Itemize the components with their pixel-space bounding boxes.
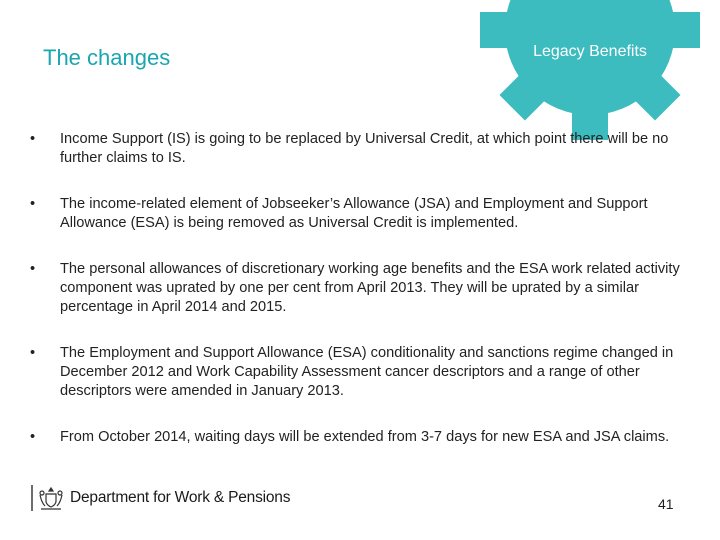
bullet-marker: • — [30, 131, 36, 147]
department-name: Department for Work & Pensions — [70, 489, 291, 506]
bullet-text: Income Support (IS) is going to be replaced by Universal Credit, at which point there will be no further claims to IS. — [60, 131, 669, 166]
list-item — [30, 428, 710, 447]
list-item — [30, 195, 710, 233]
bullet-list — [30, 130, 710, 474]
bullet-marker: • — [30, 429, 36, 445]
gear-icon — [440, 0, 720, 140]
bullet-marker: • — [30, 196, 36, 212]
section-label: Legacy Benefits — [533, 43, 647, 60]
bullet-marker: • — [30, 261, 36, 277]
bullet-text: The personal allowances of discretionary working age benefits and the ESA work related activity component was uprated by one per cent from April 2013. They will be uprated by a similar percentage in April 2014 and 2015. — [60, 261, 680, 315]
page-title: The changes — [43, 45, 171, 70]
list-item — [30, 344, 710, 401]
bullet-text: The income-related element of Jobseeker’s Allowance (JSA) and Employment and Support Allowance (ESA) is being removed as Universal Credit is implemented. — [60, 196, 648, 231]
page-number: 41 — [658, 496, 674, 512]
royal-crest-icon — [37, 485, 65, 511]
bullet-text: The Employment and Support Allowance (ESA) conditionality and sanctions regime changed in December 2012 and Work Capability Assessment cancer descriptors and a range of other descriptors were amended in January 2013. — [60, 345, 674, 399]
bullet-text: From October 2014, waiting days will be extended from 3-7 days for new ESA and JSA claims. — [60, 429, 670, 445]
list-item — [30, 130, 710, 168]
bullet-marker: • — [30, 345, 36, 361]
list-item — [30, 260, 710, 317]
footer-divider — [31, 485, 33, 511]
